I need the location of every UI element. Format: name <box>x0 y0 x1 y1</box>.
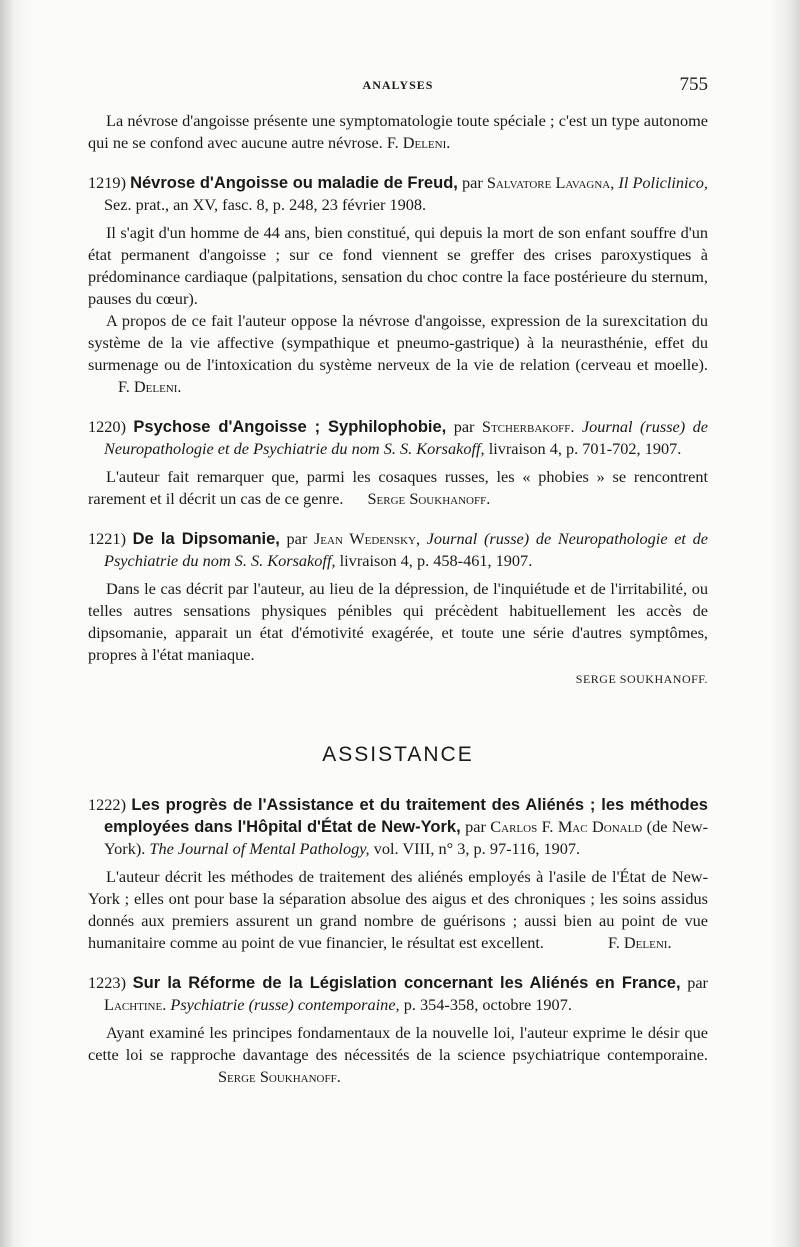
entry-journal: Journal (russe) de Neuropathologie et de Psychiatrie du nom S. S. Korsakoff, <box>104 529 708 570</box>
entry-title: Psychose d'Angoisse ; Syphilophobie, <box>133 418 447 436</box>
entry-title: De la Dipsomanie, <box>132 530 280 548</box>
entry-ref-pre: (de New-York). <box>104 817 709 858</box>
intro-signature: F. Deleni. <box>386 133 451 152</box>
page-number: 755 <box>679 74 708 95</box>
entry-by: par <box>453 417 475 436</box>
entry-signature: F. Deleni. <box>608 933 672 952</box>
entry-ref: p. 354-358, octobre 1907. <box>403 995 572 1014</box>
entry-number: 1220) <box>88 417 126 436</box>
entry-signature: F. Deleni. <box>118 377 182 396</box>
entry-author: Jean Wedensky, <box>313 529 421 548</box>
entry-ref: vol. VIII, n° 3, p. 97-116, 1907. <box>373 839 581 858</box>
entry-1223 <box>88 972 708 1088</box>
entry-heading <box>88 528 708 572</box>
entry-signature: SERGE SOUKHANOFF. <box>575 672 708 686</box>
entry-ref: Sez. prat., an XV, fasc. 8, p. 248, 23 février 1908. <box>104 195 427 214</box>
entry-author: Carlos F. Mac Donald <box>490 817 643 836</box>
section-title: ASSISTANCE <box>322 743 474 766</box>
entry-author: Salvatore Lavagna, <box>486 173 615 192</box>
entry-paragraph: Il s'agit d'un homme de 44 ans, bien constitué, qui depuis la mort de son enfant souffre d'un état permanent d'angoisse ; sur ce fond viennent se greffer des crises paroxystiques à prédominance cardiaque (palpitations, sensation du choc contre la face postérieure du sternum, pauses du cœur). <box>88 223 708 308</box>
entry-author: Lachtine. <box>104 995 167 1014</box>
entry-number: 1219) <box>88 173 126 192</box>
entry-heading <box>88 972 708 1016</box>
entry-number: 1223) <box>88 973 126 992</box>
entry-1221 <box>88 528 708 690</box>
entry-paragraph <box>88 1022 708 1088</box>
entry-ref: livraison 4, p. 458-461, 1907. <box>339 551 533 570</box>
entry-number: 1221) <box>88 529 126 548</box>
entry-by: par <box>286 529 308 548</box>
entry-by: par <box>687 973 708 992</box>
entry-title: Sur la Réforme de la Législation concernant les Aliénés en France, <box>132 974 681 992</box>
entry-signature: Serge Soukhanoff. <box>218 1067 341 1086</box>
entry-1222 <box>88 794 708 954</box>
entry-journal: Psychiatrie (russe) contemporaine, <box>170 995 400 1014</box>
page-content <box>88 110 708 1088</box>
entry-author: Stcherbakoff. <box>481 417 575 436</box>
entry-paragraph <box>88 466 708 510</box>
entry-ref: livraison 4, p. 701-702, 1907. <box>488 439 682 458</box>
entry-paragraph-text: A propos de ce fait l'auteur oppose la névrose d'angoisse, expression de la surexcitation du système de la vie affective (sympathique et pneumo-gastrique) à la neurasthénie, effet du surmenage ou de l'intoxication du système nerveux de la vie de relation (cerveau et moelle). <box>88 311 708 374</box>
entry-heading <box>88 794 708 860</box>
entry-paragraph-text: L'auteur fait remarquer que, parmi les cosaques russes, les « phobies » se rencontrent rarement et il décrit un cas de ce genre. <box>88 467 708 508</box>
entry-paragraph-text: Ayant examiné les principes fondamentaux de la nouvelle loi, l'auteur exprime le désir que cette loi se rapproche davantage des nécessités de la science psychiatrique contemporaine. <box>88 1023 708 1064</box>
entry-title: Névrose d'Angoisse ou maladie de Freud, <box>130 174 458 192</box>
entry-journal: The Journal of Mental Pathology, <box>149 839 370 858</box>
entry-1219 <box>88 172 708 398</box>
entry-1220 <box>88 416 708 510</box>
entry-paragraph <box>88 310 708 398</box>
intro-text: La névrose d'angoisse présente une symptomatologie toute spéciale ; c'est un type autonome qui ne se confond avec aucune autre névrose. <box>88 111 708 152</box>
entry-journal: Journal (russe) de Neuropathologie et de Psychiatrie du nom S. S. Korsakoff, <box>104 417 708 458</box>
entry-paragraph-text: L'auteur décrit les méthodes de traitement des aliénés employés à l'asile de l'État de New-York ; elles ont pour base la séparation absolue des aigus et des chroniques ; les soins assidus donnés aux premiers assurent un grand nombre de guérisons ; aussi bien au point de vue humanitaire comme au point de vue financier, le résultat est excellent. <box>88 867 708 952</box>
entry-number: 1222) <box>88 795 126 814</box>
entry-signature: Serge Soukhanoff. <box>367 489 491 508</box>
entry-heading <box>88 416 708 460</box>
intro-paragraph <box>88 110 708 154</box>
running-head: ANALYSES <box>362 78 434 92</box>
entry-by: par <box>465 817 486 836</box>
entry-title: Les progrès de l'Assistance et du traitement des Aliénés ; les méthodes employées dans l'Hôpital d'État de New-York, <box>104 796 708 836</box>
entry-by: par <box>461 173 483 192</box>
entry-paragraph <box>88 866 708 954</box>
page-header <box>88 74 708 98</box>
entry-paragraph: Dans le cas décrit par l'auteur, au lieu de la dépression, de l'inquiétude et de l'irritabilité, ou telles autres sensations physiques pénibles qui précèdent habituellement les accès de dipsomanie, apparait un état d'émotivité exagérée, et toute une série d'autres symptômes, propres à l'état maniaque. <box>88 579 708 664</box>
entry-heading <box>88 172 708 216</box>
entry-journal: Il Policlinico, <box>618 173 708 192</box>
